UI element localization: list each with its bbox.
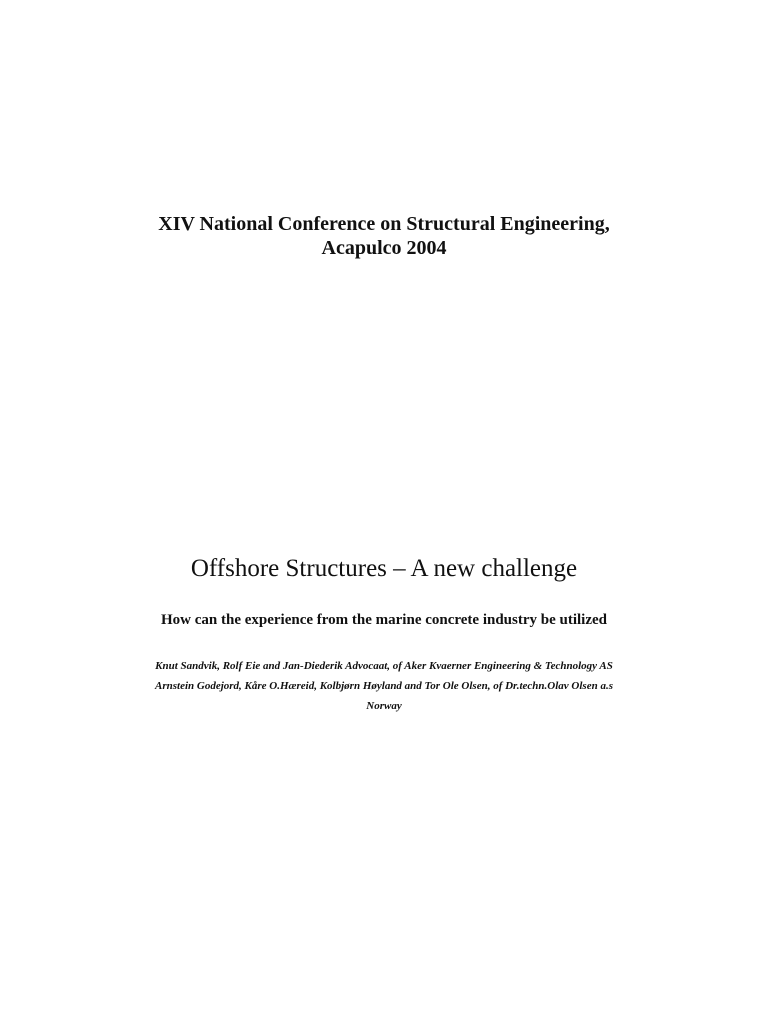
authors-olav-olsen: Arnstein Godejord, Kåre O.Hæreid, Kolbjørn Høyland and Tor Ole Olsen, of Dr.techn.Olav Olsen a.s xyxy=(155,680,613,692)
author-block xyxy=(0,656,768,716)
authors-aker-kvaerner: Knut Sandvik, Rolf Eie and Jan-Diederik Advocaat, of Aker Kvaerner Engineering & Technology AS xyxy=(155,660,613,672)
conference-name: XIV National Conference on Structural Engineering, xyxy=(158,213,610,235)
conference-location-year: Acapulco 2004 xyxy=(321,237,447,259)
paper-subtitle: How can the experience from the marine concrete industry be utilized xyxy=(160,612,608,628)
paper-title: Offshore Structures – A new challenge xyxy=(190,555,578,582)
conference-heading xyxy=(0,212,768,260)
authors-country: Norway xyxy=(366,700,402,712)
